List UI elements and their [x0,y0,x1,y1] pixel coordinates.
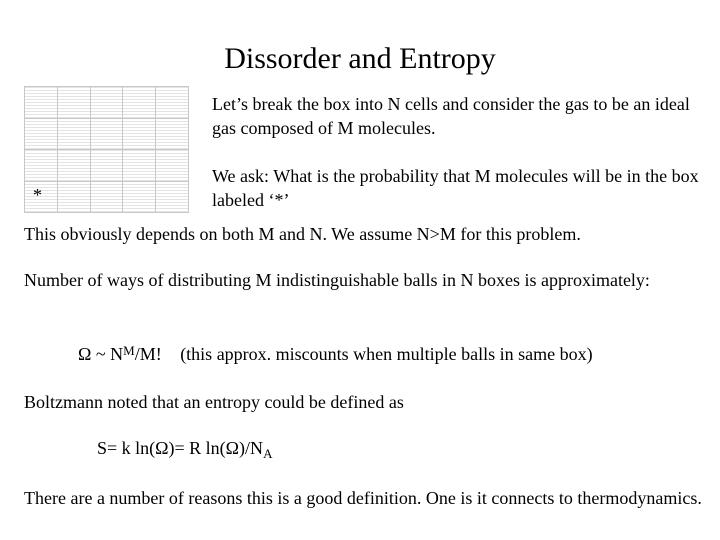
grid-cell [58,182,91,214]
grid-cell [156,119,189,151]
grid-cell [58,87,91,119]
grid-cell [123,119,156,151]
grid-cell-starred [25,182,58,214]
paragraph-cells: Let’s break the box into N cells and consider the gas to be an ideal gas composed of M molecules. [212,94,690,138]
paragraph-boltzmann: Boltzmann noted that an entropy could be defined as [24,392,404,412]
grid-cell [91,119,124,151]
omega-exponent: M [123,343,135,358]
star-label: * [33,184,42,205]
omega-equation [78,343,593,365]
paragraph-dependency: This obviously depends on both M and N. We assume N>M for this problem. [24,224,581,244]
slide-title: Dissorder and Entropy [224,42,496,75]
omega-rest: /M! [134,344,162,364]
grid-cell [156,87,189,119]
grid-cell [91,182,124,214]
omega-lhs: Ω ~ N [78,344,124,364]
grid-cell [156,150,189,182]
cell-grid [24,86,189,213]
grid-cell [58,119,91,151]
grid-cell [58,150,91,182]
grid-cell [25,87,58,119]
grid-cell [25,119,58,151]
grid-cell [123,150,156,182]
grid-cell [156,182,189,214]
entropy-equation [97,438,272,462]
entropy-subscript: A [263,446,273,461]
omega-note: (this approx. miscounts when multiple balls in same box) [180,344,593,364]
paragraph-question: We ask: What is the probability that M molecules will be in the box labeled ‘*’ [212,166,699,210]
grid-cell [25,150,58,182]
paragraph-counting: Number of ways of distributing M indistinguishable balls in N boxes is approximately: [24,270,650,290]
grid-cell [123,87,156,119]
grid-cell [91,150,124,182]
grid-cell [123,182,156,214]
entropy-main: S= k ln(Ω)= R ln(Ω)/N [97,438,264,458]
grid-cell [91,87,124,119]
paragraph-reasons: There are a number of reasons this is a good definition. One is it connects to thermodynamics. [24,488,702,508]
